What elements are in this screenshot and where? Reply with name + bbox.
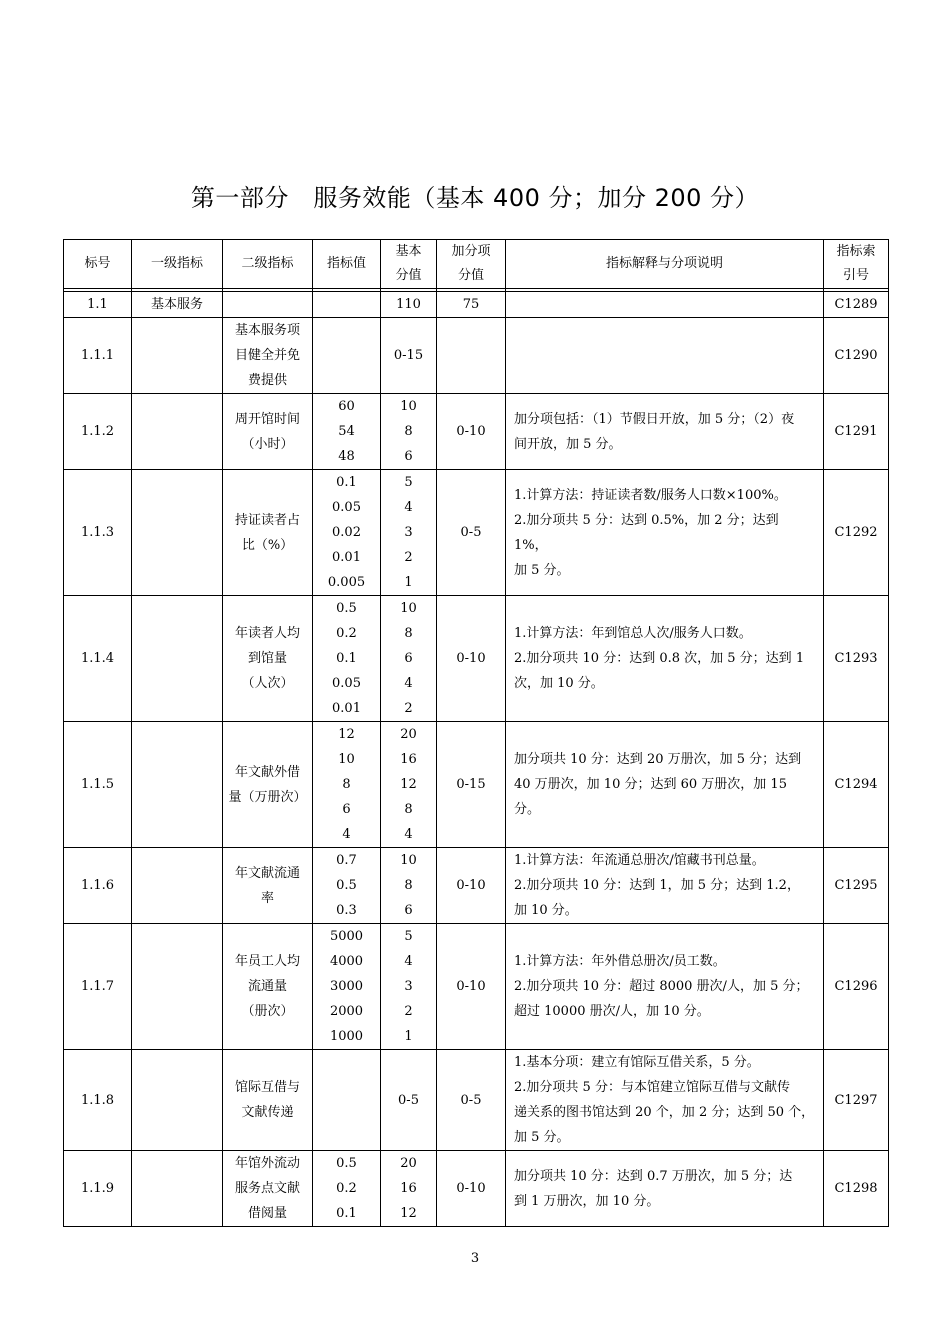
table-row bbox=[64, 924, 889, 1050]
level2-cell-line: 到馆量 bbox=[247, 651, 287, 666]
header-bonus-score bbox=[437, 240, 506, 289]
base-score-cell-line: 8 bbox=[404, 424, 413, 439]
bonus-score-cell: 0-10 bbox=[437, 924, 506, 1050]
explanation-cell-line: 递关系的图书馆达到 20 个，加 2 分；达到 50 个， bbox=[514, 1105, 815, 1120]
explanation-cell-line: 超过 10000 册次/人，加 10 分。 bbox=[514, 1004, 710, 1019]
base-score-cell-line: 10 bbox=[400, 601, 417, 616]
base-score-cell-line: 6 bbox=[404, 903, 413, 918]
base-score-cell-line: 6 bbox=[404, 449, 413, 464]
value-cell bbox=[313, 924, 381, 1050]
evaluation-table bbox=[63, 239, 889, 1227]
base-score-cell-line: 1 bbox=[404, 575, 413, 590]
header-base-score bbox=[381, 240, 437, 289]
value-cell-line: 5000 bbox=[329, 929, 364, 944]
bonus-score-cell: 0-5 bbox=[437, 1050, 506, 1151]
index-ref-cell: C1289 bbox=[824, 292, 889, 318]
value-cell-line: 2000 bbox=[329, 1004, 364, 1019]
base-score-cell-line: 2 bbox=[404, 1004, 413, 1019]
value-cell-line: 4 bbox=[342, 827, 351, 842]
value-cell-line: 8 bbox=[342, 777, 351, 792]
header-index-ref-line: 指标索 bbox=[836, 244, 876, 259]
header-level1: 一级指标 bbox=[132, 240, 223, 289]
base-score-cell-line: 10 bbox=[400, 853, 417, 868]
index-ref-cell: C1290 bbox=[824, 318, 889, 394]
level2-cell-line: （小时） bbox=[241, 436, 294, 452]
level1-cell: 基本服务 bbox=[132, 292, 223, 318]
value-cell-line: 12 bbox=[338, 727, 355, 742]
code-cell: 1.1.2 bbox=[64, 394, 132, 470]
base-score-cell bbox=[381, 470, 437, 596]
table-body bbox=[64, 292, 889, 1227]
code-cell: 1.1.6 bbox=[64, 848, 132, 924]
value-cell-line: 0.05 bbox=[332, 676, 361, 691]
header-level2: 二级指标 bbox=[223, 240, 313, 289]
base-score-cell-line: 12 bbox=[400, 1206, 417, 1221]
bonus-score-cell: 0-10 bbox=[437, 394, 506, 470]
explanation-cell bbox=[506, 924, 824, 1050]
level2-cell-line: （册次） bbox=[241, 1004, 294, 1019]
level1-cell bbox=[132, 848, 223, 924]
base-score-cell bbox=[381, 596, 437, 722]
value-cell-line: 0.05 bbox=[332, 500, 361, 515]
value-cell-line: 0.3 bbox=[336, 903, 357, 918]
value-cell-line: 0.5 bbox=[336, 1156, 357, 1171]
explanation-cell bbox=[506, 1050, 824, 1151]
explanation-cell-line: 到 1 万册次，加 10 分。 bbox=[514, 1193, 660, 1209]
value-cell bbox=[313, 1151, 381, 1227]
base-score-cell-line: 8 bbox=[404, 626, 413, 641]
bonus-score-cell: 0-10 bbox=[437, 596, 506, 722]
value-cell-line: 0.1 bbox=[336, 651, 357, 666]
base-score-cell bbox=[381, 722, 437, 848]
value-cell bbox=[313, 470, 381, 596]
value-cell-line: 0.1 bbox=[336, 475, 357, 490]
level2-cell-line: 周开馆时间 bbox=[234, 411, 300, 427]
explanation-cell-line: 2.加分项共 10 分：达到 0.8 次，加 5 分；达到 1 bbox=[514, 651, 805, 666]
base-score-cell-line: 16 bbox=[400, 752, 417, 767]
value-cell-line: 0.7 bbox=[336, 853, 357, 868]
table-row bbox=[64, 470, 889, 596]
explanation-cell-line: 次，加 10 分。 bbox=[514, 676, 604, 691]
header-index-ref-line: 引号 bbox=[842, 268, 869, 283]
level2-cell bbox=[223, 848, 313, 924]
index-ref-cell: C1296 bbox=[824, 924, 889, 1050]
value-cell-line: 0.01 bbox=[332, 701, 361, 716]
value-cell bbox=[313, 596, 381, 722]
header-base-score-line: 分值 bbox=[395, 268, 422, 283]
base-score-cell bbox=[381, 924, 437, 1050]
base-score-cell bbox=[381, 394, 437, 470]
page-number: 3 bbox=[470, 1251, 480, 1266]
explanation-cell-line: 2.加分项共 10 分：超过 8000 册次/人，加 5 分； bbox=[514, 979, 809, 994]
table-row bbox=[64, 1151, 889, 1227]
bonus-score-cell: 0-10 bbox=[437, 848, 506, 924]
base-score-cell-line: 4 bbox=[404, 500, 413, 515]
level2-cell-line: 持证读者占 bbox=[234, 512, 300, 528]
level2-cell-line: 年文献流通 bbox=[234, 865, 300, 881]
explanation-cell-line: 加分项包括：（1）节假日开放，加 5 分；（2）夜 bbox=[514, 411, 795, 427]
bonus-score-cell: 0-10 bbox=[437, 1151, 506, 1227]
value-cell-line: 10 bbox=[338, 752, 355, 767]
base-score-cell-line: 3 bbox=[404, 979, 413, 994]
base-score-cell-line: 4 bbox=[404, 827, 413, 842]
base-score-cell-line: 4 bbox=[404, 676, 413, 691]
index-ref-cell: C1294 bbox=[824, 722, 889, 848]
explanation-cell-line: 1.计算方法：年到馆总人次/服务人口数。 bbox=[514, 626, 752, 641]
table-row bbox=[64, 1050, 889, 1151]
level2-cell bbox=[223, 318, 313, 394]
header-value: 指标值 bbox=[313, 240, 381, 289]
value-cell bbox=[313, 722, 381, 848]
bonus-score-cell: 0-5 bbox=[437, 470, 506, 596]
explanation-cell-line: 加 5 分。 bbox=[514, 562, 570, 578]
base-score-cell-line: 8 bbox=[404, 802, 413, 817]
index-ref-cell: C1295 bbox=[824, 848, 889, 924]
level2-cell-line: 量（万册次） bbox=[228, 789, 307, 805]
base-score-cell-line: 2 bbox=[404, 550, 413, 565]
level2-cell-line: 目健全并免 bbox=[234, 348, 300, 363]
explanation-cell bbox=[506, 596, 824, 722]
value-cell bbox=[313, 1050, 381, 1151]
base-score-cell bbox=[381, 1050, 437, 1151]
explanation-cell bbox=[506, 722, 824, 848]
base-score-cell-line: 0-15 bbox=[393, 348, 424, 363]
base-score-cell-line: 6 bbox=[404, 651, 413, 666]
explanation-cell-line: 1.计算方法：年外借总册次/员工数。 bbox=[514, 954, 726, 969]
value-cell-line: 60 bbox=[338, 399, 355, 414]
level2-cell-line: 流通量 bbox=[247, 979, 287, 994]
base-score-cell-line: 12 bbox=[400, 777, 417, 792]
index-ref-cell: C1297 bbox=[824, 1050, 889, 1151]
value-cell-line: 4000 bbox=[329, 954, 364, 969]
level1-cell bbox=[132, 470, 223, 596]
value-cell bbox=[313, 292, 381, 318]
header-bonus-score-line: 加分项 bbox=[451, 244, 491, 259]
base-score-cell-line: 2 bbox=[404, 701, 413, 716]
level1-cell bbox=[132, 394, 223, 470]
bonus-score-cell bbox=[437, 318, 506, 394]
level2-cell-line: （人次） bbox=[241, 676, 294, 691]
level2-cell bbox=[223, 292, 313, 318]
explanation-cell-line: 加分项共 10 分：达到 0.7 万册次，加 5 分；达 bbox=[514, 1168, 793, 1184]
header-row bbox=[64, 240, 889, 289]
level2-cell-line: 基本服务项 bbox=[234, 323, 300, 338]
explanation-cell-line: 2.加分项共 10 分：达到 1，加 5 分；达到 1.2， bbox=[514, 878, 800, 893]
explanation-cell-line: 加 5 分。 bbox=[514, 1130, 570, 1145]
explanation-cell bbox=[506, 292, 824, 318]
base-score-cell-line: 1 bbox=[404, 1029, 413, 1044]
explanation-cell-line: 间开放，加 5 分。 bbox=[514, 436, 622, 452]
value-cell-line: 0.1 bbox=[336, 1206, 357, 1221]
explanation-cell-line: 2.加分项共 5 分：达到 0.5%，加 2 分；达到 1%， bbox=[514, 512, 779, 553]
table-row bbox=[64, 722, 889, 848]
value-cell-line: 0.02 bbox=[332, 525, 361, 540]
base-score-cell-line: 8 bbox=[404, 878, 413, 893]
explanation-cell bbox=[506, 318, 824, 394]
value-cell-line: 3000 bbox=[329, 979, 364, 994]
page-title: 第一部分 服务效能（基本 400 分；加分 200 分） bbox=[190, 184, 760, 212]
value-cell bbox=[313, 394, 381, 470]
code-cell: 1.1.3 bbox=[64, 470, 132, 596]
level2-cell bbox=[223, 1151, 313, 1227]
level1-cell bbox=[132, 924, 223, 1050]
explanation-cell-line: 1.计算方法：年流通总册次/馆藏书刊总量。 bbox=[514, 853, 765, 868]
header-index-ref bbox=[824, 240, 889, 289]
table-row bbox=[64, 318, 889, 394]
base-score-cell-line: 0-5 bbox=[398, 1092, 419, 1108]
base-score-cell-line: 10 bbox=[400, 399, 417, 414]
explanation-cell bbox=[506, 394, 824, 470]
level2-cell-line: 馆际互借与 bbox=[234, 1080, 300, 1095]
code-cell: 1.1.4 bbox=[64, 596, 132, 722]
value-cell bbox=[313, 848, 381, 924]
table-row bbox=[64, 394, 889, 470]
value-cell-line: 0.5 bbox=[336, 878, 357, 893]
base-score-cell-line: 110 bbox=[396, 297, 421, 312]
index-ref-cell: C1291 bbox=[824, 394, 889, 470]
value-cell-line: 0.005 bbox=[327, 575, 366, 590]
level1-cell bbox=[132, 722, 223, 848]
value-cell-line: 0.01 bbox=[332, 550, 361, 565]
level2-cell bbox=[223, 924, 313, 1050]
level2-cell-line: 费提供 bbox=[247, 373, 287, 388]
header-bonus-score-line: 分值 bbox=[457, 268, 484, 283]
level1-cell bbox=[132, 1050, 223, 1151]
base-score-cell-line: 20 bbox=[400, 1156, 417, 1171]
explanation-cell bbox=[506, 1151, 824, 1227]
level2-cell bbox=[223, 470, 313, 596]
index-ref-cell: C1292 bbox=[824, 470, 889, 596]
value-cell-line: 0.5 bbox=[336, 601, 357, 616]
base-score-cell bbox=[381, 318, 437, 394]
base-score-cell-line: 20 bbox=[400, 727, 417, 742]
header-explanation: 指标解释与分项说明 bbox=[506, 240, 824, 289]
level2-cell bbox=[223, 1050, 313, 1151]
value-cell-line: 54 bbox=[338, 424, 355, 439]
value-cell bbox=[313, 318, 381, 394]
code-cell: 1.1.1 bbox=[64, 318, 132, 394]
level2-cell bbox=[223, 596, 313, 722]
level1-cell bbox=[132, 318, 223, 394]
level2-cell-line: 年馆外流动 bbox=[234, 1156, 300, 1171]
header-code: 标号 bbox=[64, 240, 132, 289]
header-base-score-line: 基本 bbox=[395, 244, 422, 259]
level2-cell-line: 比（%） bbox=[241, 537, 294, 553]
value-cell-line: 0.2 bbox=[336, 626, 357, 641]
bonus-score-cell: 75 bbox=[437, 292, 506, 318]
level2-cell-line: 文献传递 bbox=[241, 1105, 294, 1120]
level2-cell-line: 服务点文献 bbox=[234, 1181, 300, 1196]
explanation-cell-line: 2.加分项共 5 分：与本馆建立馆际互借与文献传 bbox=[514, 1080, 790, 1095]
level2-cell bbox=[223, 722, 313, 848]
base-score-cell bbox=[381, 1151, 437, 1227]
explanation-cell-line: 40 万册次，加 10 分；达到 60 万册次，加 15 分。 bbox=[514, 777, 787, 817]
level1-cell bbox=[132, 596, 223, 722]
index-ref-cell: C1298 bbox=[824, 1151, 889, 1227]
table-row bbox=[64, 292, 889, 318]
explanation-cell-line: 1.计算方法：持证读者数/服务人口数×100%。 bbox=[514, 487, 787, 503]
base-score-cell bbox=[381, 292, 437, 318]
value-cell-line: 6 bbox=[342, 802, 351, 817]
code-cell: 1.1.7 bbox=[64, 924, 132, 1050]
level2-cell-line: 年文献外借 bbox=[234, 764, 300, 780]
value-cell-line: 0.2 bbox=[336, 1181, 357, 1196]
base-score-cell-line: 3 bbox=[404, 525, 413, 540]
base-score-cell bbox=[381, 848, 437, 924]
base-score-cell-line: 5 bbox=[404, 929, 413, 944]
base-score-cell-line: 4 bbox=[404, 954, 413, 969]
value-cell-line: 1000 bbox=[329, 1029, 364, 1044]
level1-cell bbox=[132, 1151, 223, 1227]
explanation-cell-line: 1.基本分项：建立有馆际互借关系，5 分。 bbox=[514, 1055, 760, 1070]
explanation-cell bbox=[506, 848, 824, 924]
base-score-cell-line: 5 bbox=[404, 475, 413, 490]
table-row bbox=[64, 596, 889, 722]
level2-cell-line: 年读者人均 bbox=[234, 626, 300, 641]
base-score-cell-line: 16 bbox=[400, 1181, 417, 1196]
table-row bbox=[64, 848, 889, 924]
code-cell: 1.1.8 bbox=[64, 1050, 132, 1151]
explanation-cell-line: 加 10 分。 bbox=[514, 903, 578, 918]
value-cell-line: 48 bbox=[338, 449, 355, 464]
explanation-cell bbox=[506, 470, 824, 596]
level2-cell bbox=[223, 394, 313, 470]
level2-cell-line: 年员工人均 bbox=[234, 954, 300, 969]
code-cell: 1.1.5 bbox=[64, 722, 132, 848]
index-ref-cell: C1293 bbox=[824, 596, 889, 722]
code-cell: 1.1.9 bbox=[64, 1151, 132, 1227]
level2-cell-line: 率 bbox=[260, 890, 274, 906]
bonus-score-cell: 0-15 bbox=[437, 722, 506, 848]
level2-cell-line: 借阅量 bbox=[247, 1206, 287, 1221]
explanation-cell-line: 加分项共 10 分：达到 20 万册次，加 5 分；达到 bbox=[514, 752, 802, 767]
code-cell: 1.1 bbox=[64, 292, 132, 318]
